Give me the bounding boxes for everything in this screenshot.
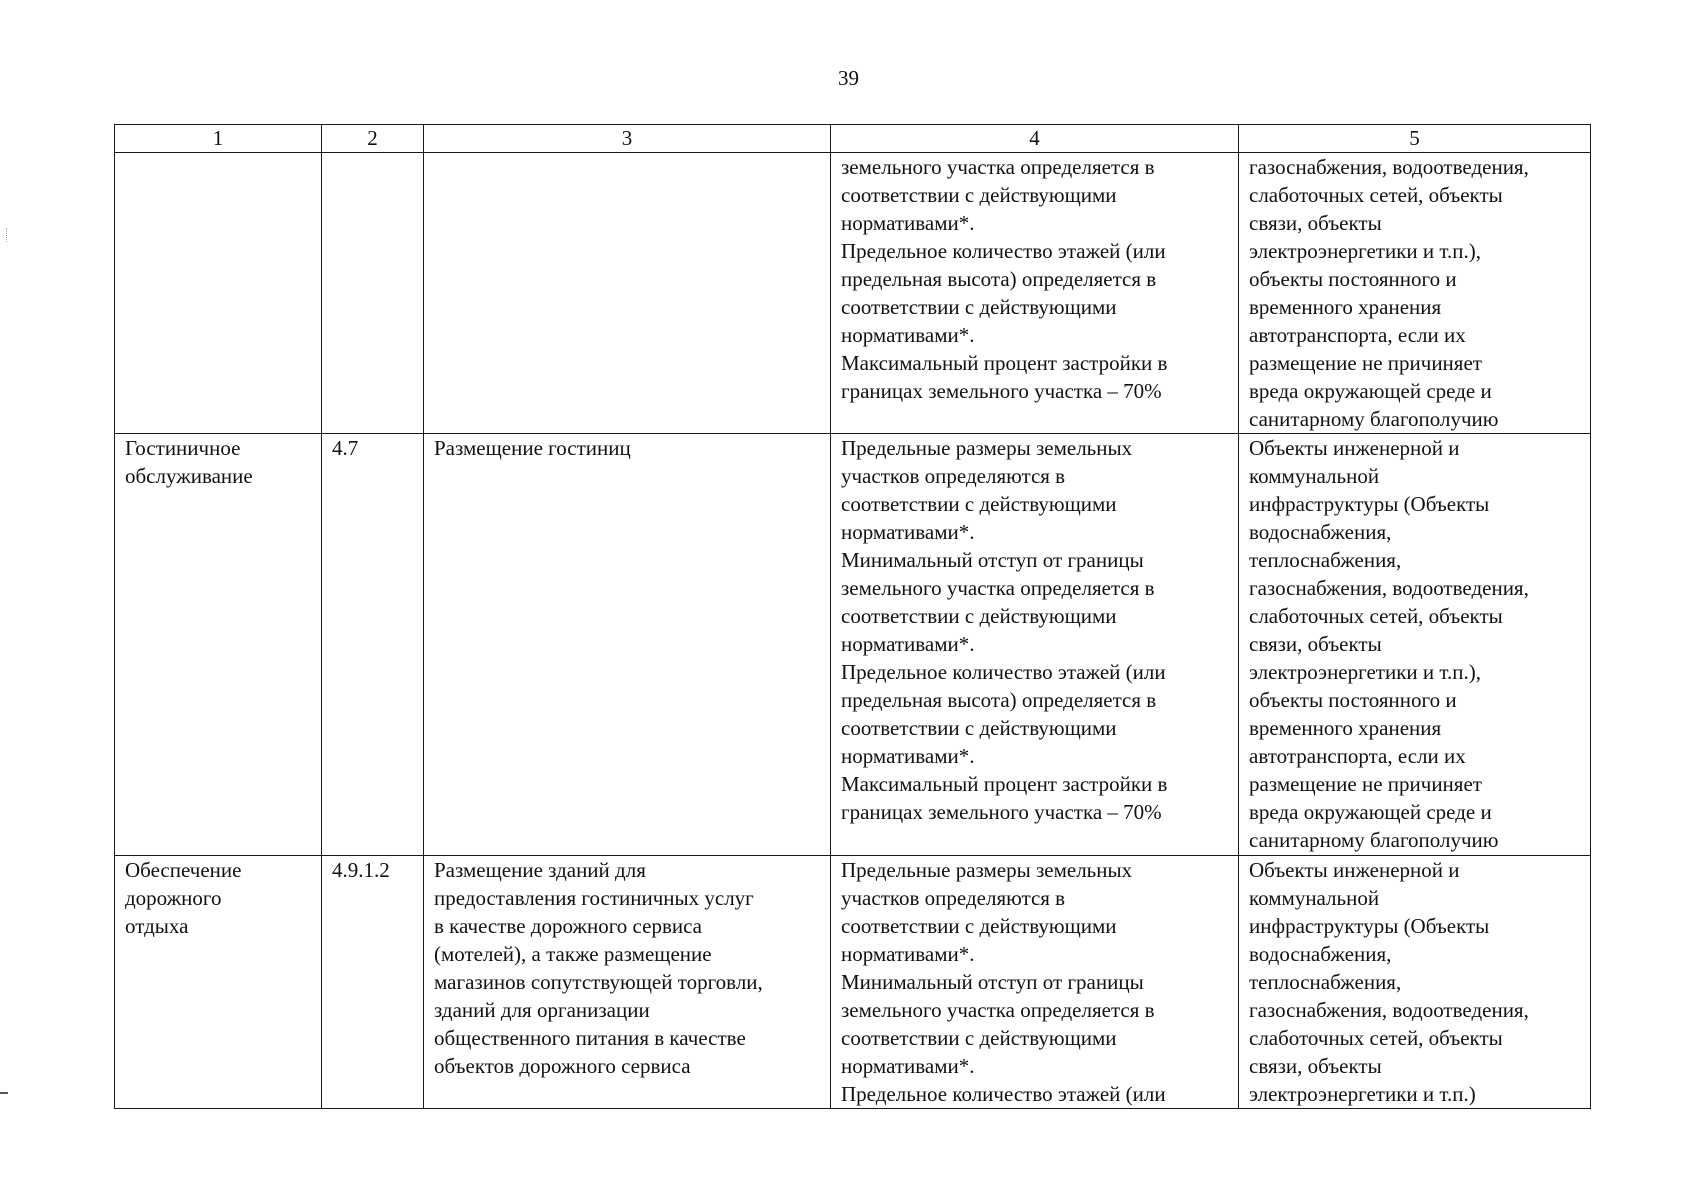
table-row <box>115 434 1591 856</box>
scan-margin-mark <box>0 1092 8 1094</box>
auxiliary-uses: Объекты инженерной и коммунальной инфраструктуры (Объекты водоснабжения, теплоснабжения, газоснабжения, водоотведения, слаботочных сетей, объекты связи, объекты электроэнергетики и т.п.) <box>1239 856 1591 1109</box>
column-number-3: 3 <box>424 125 831 153</box>
table-row <box>115 153 1591 434</box>
column-number-1: 1 <box>115 125 322 153</box>
auxiliary-uses: газоснабжения, водоотведения, слаботочных сетей, объекты связи, объекты электроэнергетики и т.п.), объекты постоянного и временного хранения автотранспорта, если их размещение не причиняет вреда окружающей среде и санитарному благополучию <box>1239 153 1591 434</box>
land-use-description: Размещение гостиниц <box>424 434 831 856</box>
table-row <box>115 856 1591 1109</box>
land-use-description: Размещение зданий для предоставления гостиничных услуг в качестве дорожного сервиса (мотелей), а также размещение магазинов сопутствующей торговли, зданий для организации общественного питания в качестве объектов дорожного сервиса <box>424 856 831 1109</box>
land-use-code: 4.9.1.2 <box>322 856 424 1109</box>
column-number-2: 2 <box>322 125 424 153</box>
land-use-code: 4.7 <box>322 434 424 856</box>
building-parameters: Предельные размеры земельных участков определяются в соответствии с действующими нормативами*. Минимальный отступ от границы земельного участка определяется в соответствии с действующими нормативами*. Предельное количество этажей (или <box>831 856 1239 1109</box>
column-number-5: 5 <box>1239 125 1591 153</box>
page-number: 39 <box>838 66 859 90</box>
column-number-row <box>115 125 1591 153</box>
scan-margin-dots <box>6 228 10 242</box>
building-parameters: Предельные размеры земельных участков определяются в соответствии с действующими нормативами*. Минимальный отступ от границы земельного участка определяется в соответствии с действующими нормативами*. Предельное количество этажей (или предельная высота) определяется в соответствии с действующими нормативами*. Максимальный процент застройки в границах земельного участка – 70% <box>831 434 1239 856</box>
land-use-name: Обеспечение дорожного отдыха <box>115 856 322 1109</box>
land-use-description <box>424 153 831 434</box>
column-number-4: 4 <box>831 125 1239 153</box>
land-use-name: Гостиничное обслуживание <box>115 434 322 856</box>
land-use-table <box>114 124 1591 1109</box>
auxiliary-uses: Объекты инженерной и коммунальной инфраструктуры (Объекты водоснабжения, теплоснабжения, газоснабжения, водоотведения, слаботочных сетей, объекты связи, объекты электроэнергетики и т.п.), объекты постоянного и временного хранения автотранспорта, если их размещение не причиняет вреда окружающей среде и санитарному благополучию <box>1239 434 1591 856</box>
land-use-code <box>322 153 424 434</box>
land-use-name <box>115 153 322 434</box>
building-parameters: земельного участка определяется в соответствии с действующими нормативами*. Предельное количество этажей (или предельная высота) определяется в соответствии с действующими нормативами*. Максимальный процент застройки в границах земельного участка – 70% <box>831 153 1239 434</box>
